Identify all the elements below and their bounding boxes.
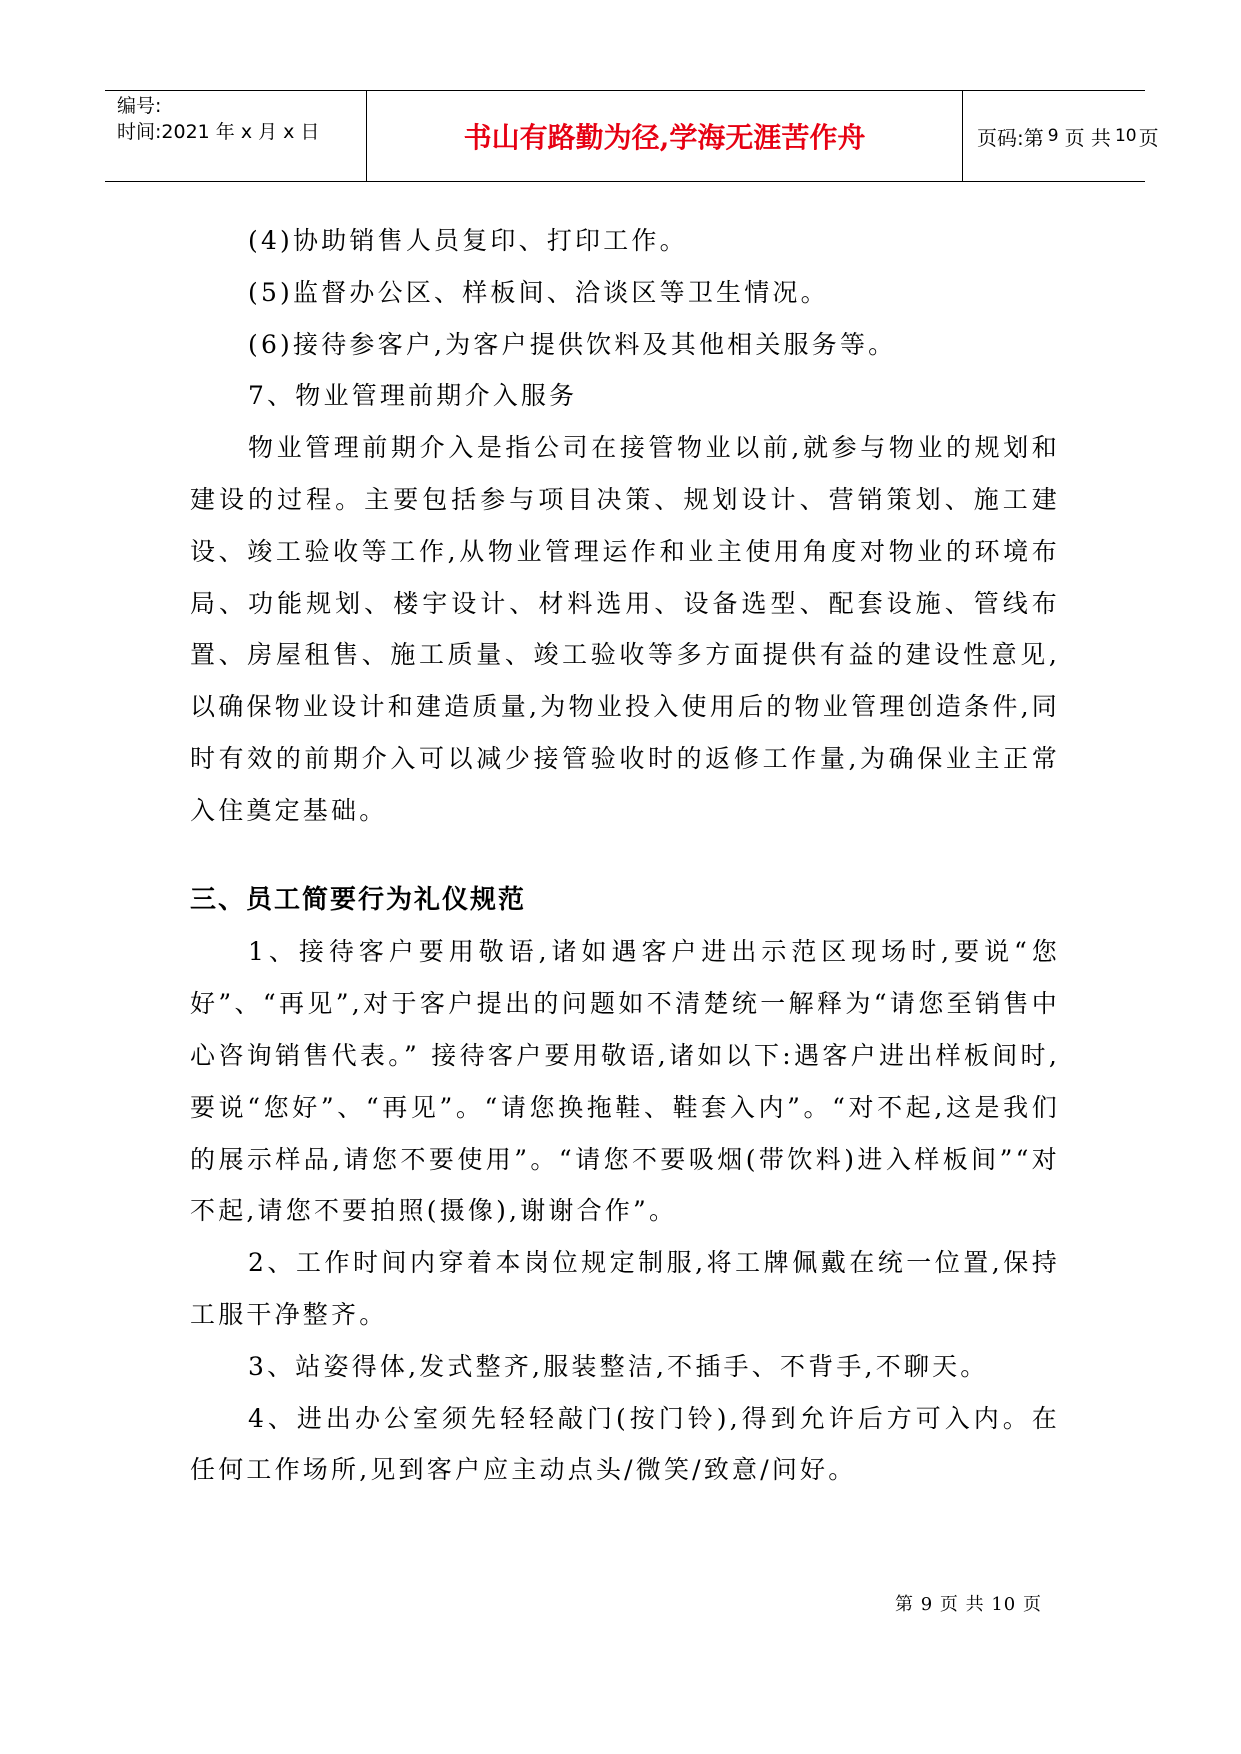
header-motto-cell bbox=[367, 91, 963, 181]
document-body bbox=[190, 215, 1060, 1496]
page-header bbox=[105, 90, 1159, 182]
page-total: 10 bbox=[1114, 126, 1137, 146]
header-page-cell bbox=[963, 91, 1159, 181]
rule-2-paragraph: 2、工作时间内穿着本岗位规定制服,将工牌佩戴在统一位置,保持工服干净整齐。 bbox=[190, 1248, 1060, 1329]
page-middle: 页 共 bbox=[1064, 125, 1111, 150]
header-meta-cell bbox=[105, 91, 367, 181]
rule-4-paragraph: 4、进出办公室须先轻轻敲门(按门铃),得到允许后方可入内。在任何工作场所,见到客户应主动点头/微笑/致意/问好。 bbox=[190, 1403, 1060, 1485]
intro-paragraph: 物业管理前期介入是指公司在接管物业以前,就参与物业的规划和建设的过程。主要包括参与项目决策、规划设计、营销策划、施工建设、竣工验收等工作,从物业管理运作和业主使用角度对物业的环境布局、功能规划、楼宇设计、材料选用、设备选型、配套设施、管线布置、房屋租售、施工质量、竣工验收等多方面提供有益的建设性意见,以确保物业设计和建造质量,为物业投入使用后的物业管理创造条件,同时有效的前期介入可以减少接管验收时的返修工作量,为确保业主正常入住奠定基础。 bbox=[190, 433, 1060, 825]
page-prefix: 页码:第 bbox=[977, 125, 1044, 150]
motto-text: 书山有路勤为径,学海无涯苦作舟 bbox=[463, 121, 866, 154]
page-footer: 第 9 页 共 10 页 bbox=[895, 1594, 1042, 1615]
duty-item-6: (6)接待参客户,为客户提供饮料及其他相关服务等。 bbox=[248, 329, 897, 359]
duty-item-4: (4)协助销售人员复印、打印工作。 bbox=[248, 226, 688, 255]
time-label: 时间:2021 年 x 月 x 日 bbox=[117, 121, 320, 143]
duty-item-5: (5)监督办公区、样板间、洽谈区等卫生情况。 bbox=[248, 277, 829, 307]
number-label: 编号: bbox=[117, 95, 162, 117]
rule-3-paragraph: 3、站姿得体,发式整齐,服装整洁,不插手、不背手,不聊天。 bbox=[248, 1351, 989, 1381]
page-suffix: 页 bbox=[1138, 125, 1159, 150]
section-heading: 三、员工简要行为礼仪规范 bbox=[190, 884, 527, 915]
page-current: 9 bbox=[1047, 126, 1059, 146]
service-title-7: 7、物业管理前期介入服务 bbox=[248, 381, 578, 411]
rule-1-paragraph: 1、接待客户要用敬语,诸如遇客户进出示范区现场时,要说“您好”、“再见”,对于客户提出的问题如不清楚统一解释为“请您至销售中心咨询销售代表。” 接待客户要用敬语,诸如以下:遇客户进出样板间时,要说“您好”、“再见”。“请您换拖鞋、鞋套入内”。“对不起,这是我们的展示样品,请您不要使用”。“请您不要吸烟(带饮料)进入样板间”“对不起,请您不要拍照(摄像),谢谢合作”。 bbox=[190, 937, 1060, 1226]
